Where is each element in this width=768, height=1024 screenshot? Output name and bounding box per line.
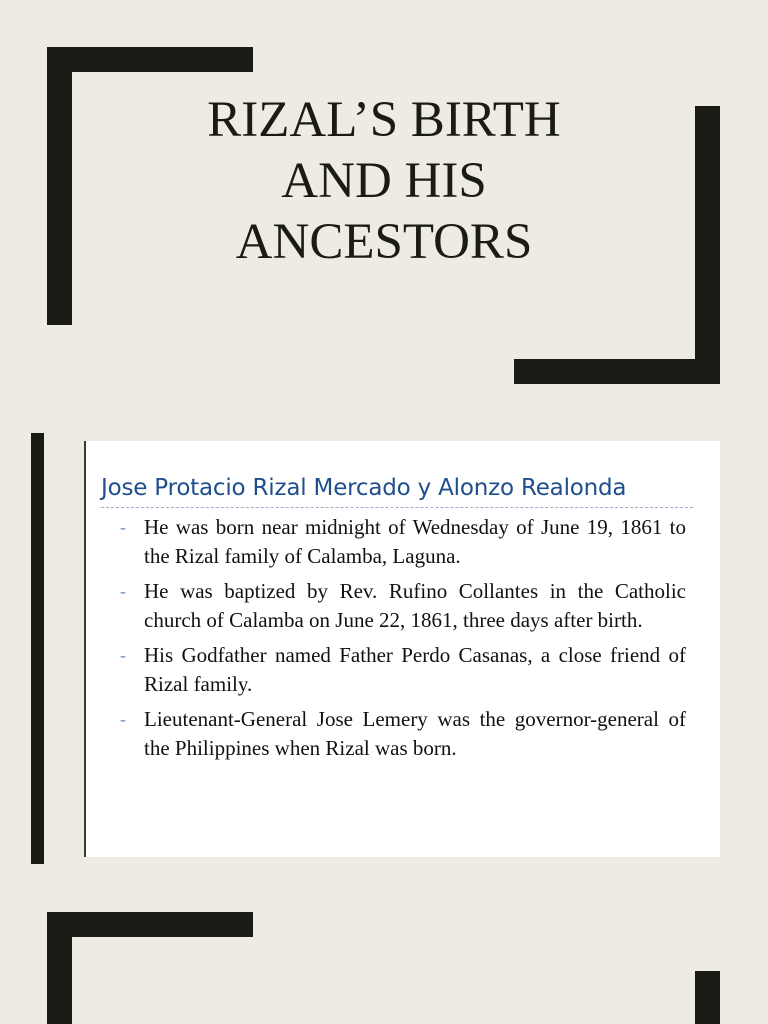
bullet-list — [120, 513, 686, 769]
bottom-left-bracket-horizontal — [47, 912, 253, 937]
left-vertical-rule — [31, 433, 44, 864]
title-line-3: ANCESTORS — [235, 214, 533, 270]
bottom-right-bracket-vertical — [695, 971, 720, 1024]
title-line-1: RIZAL’S BIRTH — [207, 92, 561, 148]
bullet-dash-icon: - — [120, 709, 126, 729]
list-item — [120, 513, 686, 571]
bullet-text: He was born near midnight of Wednesday of June 19, 1861 to the Rizal family of Calamba, Laguna. — [144, 515, 686, 568]
bullet-dash-icon: - — [120, 645, 126, 665]
bullet-text: Lieutenant-General Jose Lemery was the governor-general of the Philippines when Rizal was born. — [144, 707, 686, 760]
top-right-bracket-horizontal — [514, 359, 720, 384]
list-item — [120, 641, 686, 699]
slide-title — [100, 90, 668, 273]
top-left-bracket-horizontal — [47, 47, 253, 72]
content-card — [84, 441, 720, 857]
bullet-dash-icon: - — [120, 517, 126, 537]
card-heading: Jose Protacio Rizal Mercado y Alonzo Realonda — [101, 475, 627, 501]
list-item — [120, 705, 686, 763]
list-item — [120, 577, 686, 635]
bullet-text: He was baptized by Rev. Rufino Collantes in the Catholic church of Calamba on June 22, 1861, three days after birth. — [144, 579, 686, 632]
top-left-bracket-vertical — [47, 47, 72, 325]
bullet-text: His Godfather named Father Perdo Casanas, a close friend of Rizal family. — [144, 643, 686, 696]
bullet-dash-icon: - — [120, 581, 126, 601]
title-line-2: AND HIS — [281, 153, 487, 209]
top-right-bracket-vertical — [695, 106, 720, 384]
heading-divider — [101, 507, 693, 508]
